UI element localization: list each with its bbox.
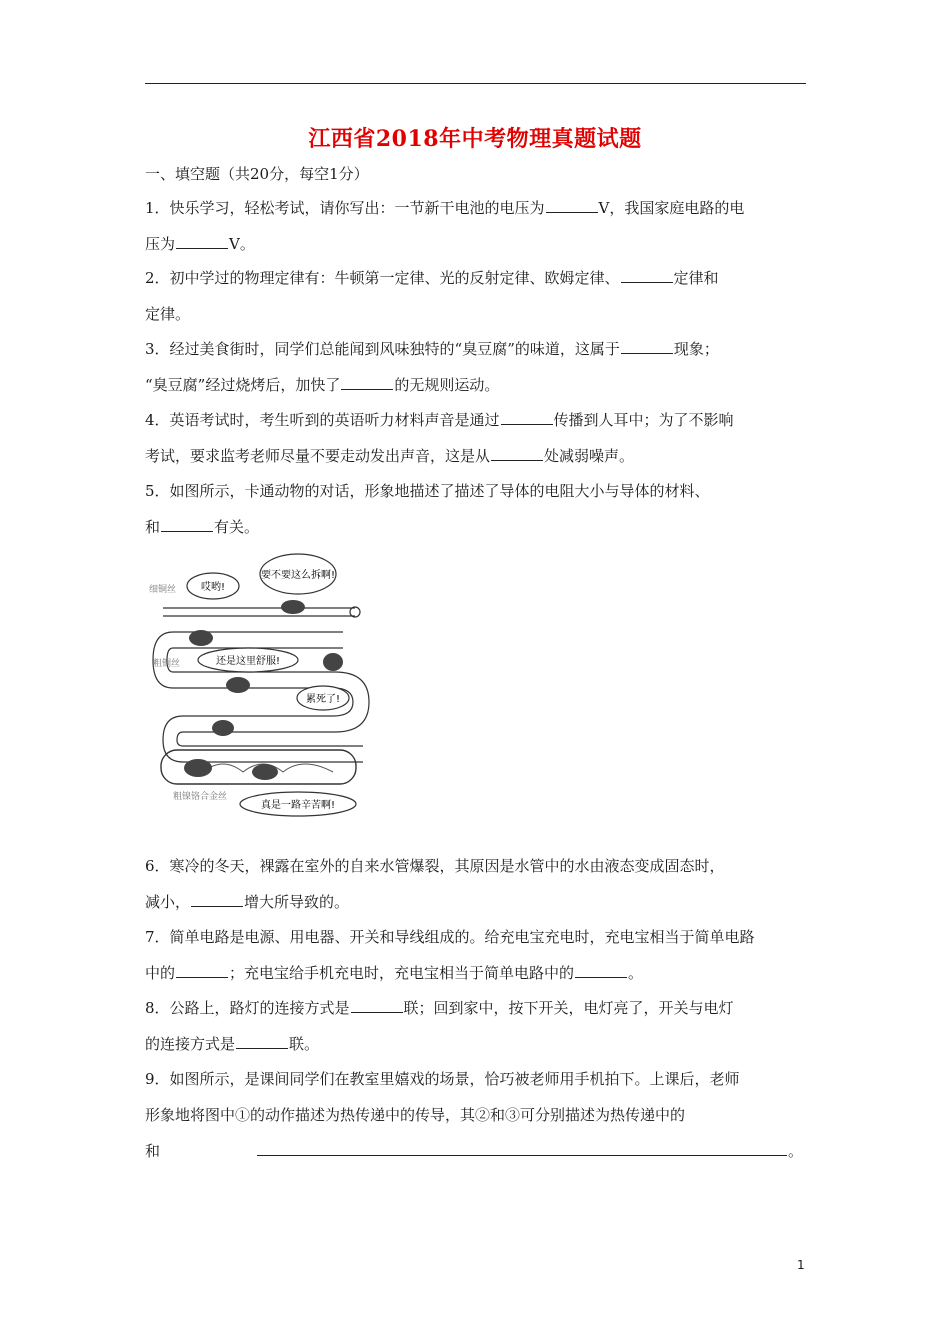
answer-blank[interactable]	[257, 1141, 787, 1156]
question-4-line-2: 考试，要求监考老师尽量不要走动发出声音，这是从 处减弱噪声。	[145, 447, 635, 465]
answer-blank[interactable]	[491, 446, 543, 461]
question-6-line-2: 减小， 增大所导致的。	[145, 893, 350, 911]
bubble-text-4: 累死了!	[305, 694, 341, 705]
question-6-line-1: 6．寒冷的冬天，裸露在室外的自来水管爆裂，其原因是水管中的水由液态变成固态时，	[145, 857, 725, 875]
label-thin-copper: 细铜丝	[149, 585, 177, 595]
page-number: 1	[797, 1258, 805, 1272]
answer-blank[interactable]	[341, 375, 393, 390]
answer-blank[interactable]	[351, 998, 403, 1013]
answer-blank[interactable]	[176, 963, 228, 978]
answer-blank[interactable]	[621, 339, 673, 354]
header-rule	[145, 83, 806, 84]
question-3-line-2: “臭豆腐”经过烧烤后，加快了 的无规则运动。	[145, 376, 500, 394]
question-9-line-2: 形象地将图中①的动作描述为热传递中的传导，其②和③可分别描述为热传递中的	[145, 1106, 686, 1124]
question-3-line-1: 3．经过美食街时，同学们总能闻到风味独特的“臭豆腐”的味道，这属于 现象；	[145, 340, 719, 358]
question-2-line-2: 定律。	[145, 305, 191, 323]
answer-blank[interactable]	[501, 410, 553, 425]
question-5-line-1: 5．如图所示，卡通动物的对话，形象地描述了描述了导体的电阻大小与导体的材料、	[145, 482, 710, 500]
bubble-text-3: 还是这里舒服!	[215, 656, 281, 667]
question-5-line-2: 和 有关。	[145, 518, 260, 536]
answer-blank[interactable]	[546, 198, 598, 213]
label-nichrome: 粗镍铬合金丝	[173, 792, 228, 802]
question-9-line-1: 9．如图所示，是课间同学们在教室里嬉戏的场景，恰巧被老师用手机拍下。上课后，老师	[145, 1070, 740, 1088]
answer-blank[interactable]	[176, 234, 228, 249]
section-heading: 一、填空题（共20分，每空1分）	[145, 165, 369, 183]
question-8-line-2: 的连接方式是 联。	[145, 1035, 320, 1053]
question-8-line-1: 8．公路上，路灯的连接方式是 联；回到家中，按下开关，电灯亮了，开关与电灯	[145, 999, 734, 1017]
bubble-text-5: 真是一路辛苦啊!	[260, 800, 336, 811]
page-title: 江西省2018年中考物理真题试题	[308, 126, 642, 152]
label-thick-copper: 粗铜丝	[153, 659, 181, 669]
answer-blank[interactable]	[191, 892, 243, 907]
question-1-line-1: 1．快乐学习，轻松考试，请你写出：一节新干电池的电压为 V，我国家庭电路的电	[145, 199, 745, 217]
bubble-text-1: 哎哟!	[200, 582, 226, 593]
bubble-text-2: 要不要这么拆啊!	[260, 570, 336, 581]
answer-blank[interactable]	[621, 268, 673, 283]
question-1-line-2: 压为 V。	[145, 235, 255, 253]
question-4-line-1: 4．英语考试时，考生听到的英语听力材料声音是通过 传播到人耳中；为了不影响	[145, 411, 734, 429]
answer-blank[interactable]	[575, 963, 627, 978]
answer-blank[interactable]	[236, 1034, 288, 1049]
question-2-line-1: 2．初中学过的物理定律有：牛顿第一定律、光的反射定律、欧姆定律、 定律和	[145, 269, 719, 287]
answer-blank[interactable]	[161, 517, 213, 532]
question-9-line-3: 和 。	[145, 1142, 804, 1160]
question-7-line-2: 中的 ；充电宝给手机充电时，充电宝相当于简单电路中的 。	[145, 964, 644, 982]
resistance-cartoon-figure	[143, 550, 373, 820]
question-7-line-1: 7．简单电路是电源、用电器、开关和导线组成的。给充电宝充电时，充电宝相当于简单电路	[145, 928, 755, 946]
